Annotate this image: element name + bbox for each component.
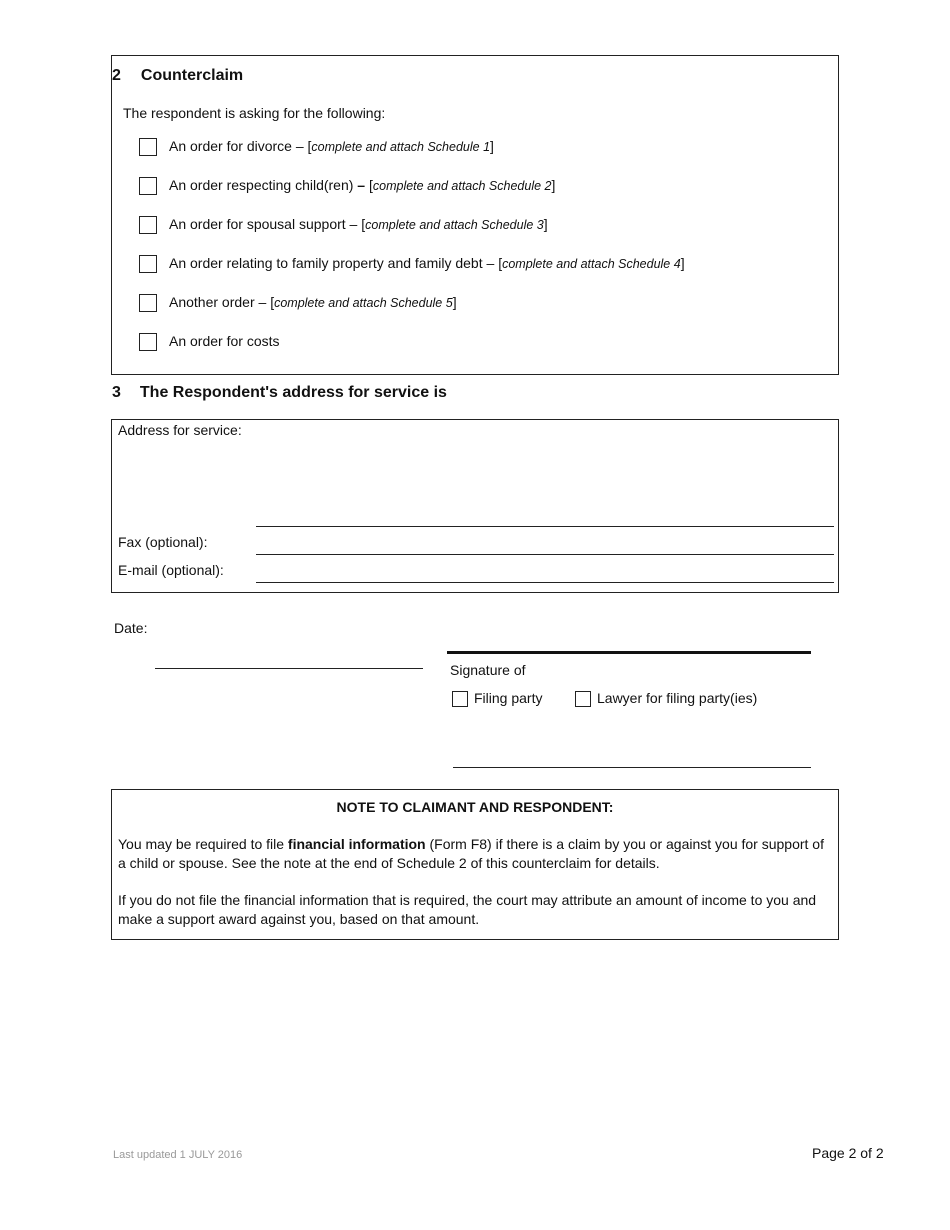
signature-line — [453, 767, 811, 768]
option-label: An order respecting child(ren) – [complete and attach Schedule 2] — [169, 177, 556, 193]
page-number: Page 2 of 2 — [812, 1145, 884, 1161]
section-title: The Respondent's address for service is — [139, 384, 447, 401]
checkbox-spousal-support[interactable] — [139, 216, 157, 234]
filing-party-label: Filing party — [474, 690, 543, 706]
checkbox-lawyer[interactable] — [575, 691, 591, 707]
fax-label: Fax (optional): — [118, 534, 208, 550]
section-3-heading — [112, 384, 447, 402]
signature-input[interactable] — [453, 720, 811, 765]
option-label: An order for costs — [169, 333, 280, 349]
last-updated: Last updated 1 JULY 2016 — [113, 1149, 243, 1161]
checkbox-another-order[interactable] — [139, 294, 157, 312]
checkbox-children[interactable] — [139, 177, 157, 195]
checkbox-family-property[interactable] — [139, 255, 157, 273]
section-title: Counterclaim — [140, 67, 244, 84]
option-label: An order for divorce – [complete and attach Schedule 1] — [169, 138, 494, 154]
section-2-heading — [112, 67, 243, 85]
email-input[interactable] — [256, 560, 834, 580]
section-number: 3 — [112, 384, 121, 401]
date-label: Date: — [114, 620, 148, 636]
checkbox-filing-party[interactable] — [452, 691, 468, 707]
note-paragraph-2: If you do not file the financial information that is required, the court may attribute an amount of income to you and make a support award against you, based on that amount. — [118, 892, 817, 927]
option-label: Another order – [complete and attach Schedule 5] — [169, 294, 457, 310]
counterclaim-intro: The respondent is asking for the following: — [123, 105, 386, 121]
note-box — [111, 789, 839, 940]
counterclaim-section — [111, 55, 839, 375]
signature-of-label: Signature of — [450, 662, 526, 678]
fax-line — [256, 554, 834, 555]
date-line — [155, 668, 423, 669]
checkbox-divorce[interactable] — [139, 138, 157, 156]
address-section — [111, 419, 839, 593]
address-label: Address for service: — [118, 422, 242, 438]
fax-input[interactable] — [256, 532, 834, 552]
email-line — [256, 582, 834, 583]
address-line — [256, 526, 834, 527]
lawyer-label: Lawyer for filing party(ies) — [597, 690, 758, 706]
address-input[interactable] — [252, 422, 832, 522]
signature-top-rule — [447, 651, 811, 654]
date-input[interactable] — [155, 646, 423, 666]
section-number: 2 — [112, 67, 121, 84]
email-label: E-mail (optional): — [118, 562, 224, 578]
option-label: An order for spousal support – [complete and attach Schedule 3] — [169, 216, 548, 232]
checkbox-costs[interactable] — [139, 333, 157, 351]
note-paragraph-1: You may be required to file financial information (Form F8) if there is a claim by you or against you for support of a child or spouse. See the note at the end of Schedule 2 of this counterclaim for details. — [118, 836, 824, 871]
option-label: An order relating to family property and family debt – [complete and attach Schedule 4] — [169, 255, 685, 271]
note-heading: NOTE TO CLAIMANT AND RESPONDENT: — [336, 799, 614, 815]
